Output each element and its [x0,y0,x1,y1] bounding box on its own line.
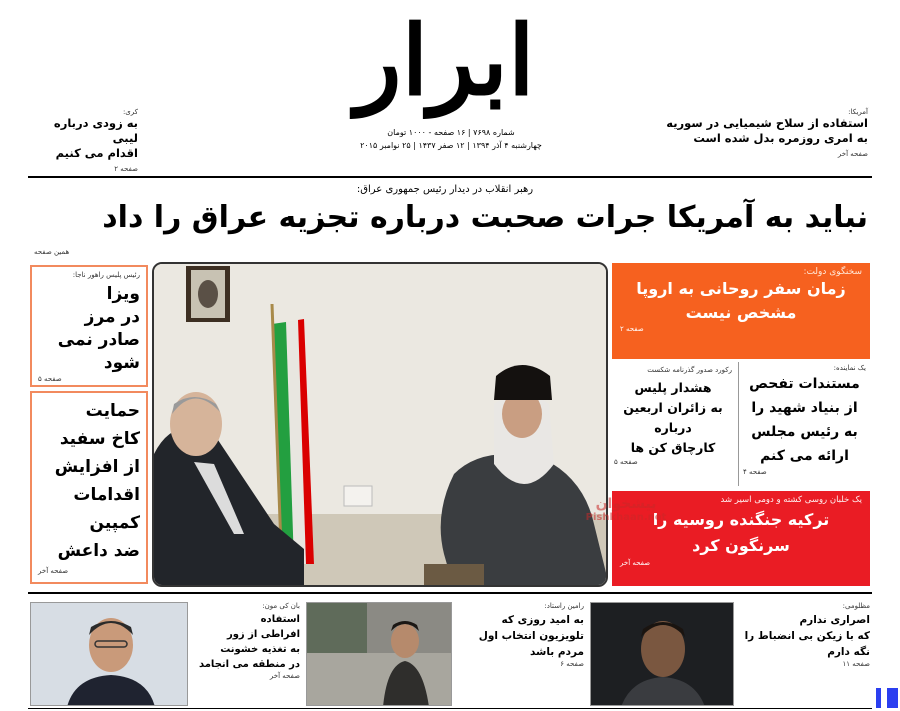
story-line: افراطی از زور [226,629,300,640]
story-box-rouhani[interactable] [612,263,870,359]
teaser-top-left[interactable] [28,108,138,173]
teaser-line: به امری روزمره بدل شده است [693,131,868,145]
newspaper-logo: ابرار [355,4,535,117]
story-line: مردم باشد [529,646,584,658]
page-ref: صفحه آخر [38,567,69,575]
lead-photo[interactable] [152,262,608,587]
story-kicker: رئیس پلیس راهور ناجا: [72,271,140,279]
story-line: کاخ سفید [59,429,140,449]
story-line: ویزا [106,284,140,304]
story-line: زمان سفر روحانی به اروپا [636,279,846,298]
blue-marker [876,688,881,708]
page-ref: صفحه ۶ [560,660,584,668]
story-box-visa[interactable] [30,265,148,387]
portrait-image [591,603,734,706]
story-line: در منطقه می انجامد [198,659,300,670]
portrait-image [307,603,452,706]
story-line: نگه دارم [827,646,870,658]
story-line: استفاده [260,614,300,625]
photo-mazloumi[interactable] [590,602,734,706]
bottom-border [28,708,872,709]
page-ref: صفحه ۲ [114,165,138,173]
story-box-white-house[interactable] [30,391,148,584]
story-kicker: مظلومی: [842,602,870,610]
story-police-warning[interactable] [612,364,734,486]
watermark-brand: پیشخوان [595,496,657,512]
teaser-line: استفاده از سلاح شیمیایی در سوریه [666,116,868,130]
lead-headline[interactable]: نباید به آمریکا جرات صحبت درباره تجزیه عراق را داد [102,200,868,235]
teaser-kicker: آمریکا: [848,108,868,116]
story-line: کارچاق کن ها [630,440,716,455]
page-ref: همین صفحه [34,248,70,256]
page-ref: صفحه ۴ [743,468,767,476]
photo-rastad[interactable] [306,602,452,706]
watermark [566,496,686,523]
story-line: هشدار پلیس [634,380,712,395]
teaser-kicker: کری: [122,108,138,116]
story-kicker: سخنگوی دولت: [803,267,862,277]
lead-kicker: رهبر انقلاب در دیدار رئیس جمهوری عراق: [356,184,534,195]
story-line: به رئیس مجلس [751,424,858,440]
portrait-image [31,603,188,706]
watermark-url: Pishkhaan.net [585,512,667,523]
story-mazloumi[interactable] [738,602,870,706]
page-ref: صفحه آخر [269,672,300,680]
story-line: کمپین [89,513,140,533]
story-martyr-foundation[interactable] [738,362,870,486]
story-line: از بنیاد شهید را [751,400,858,416]
story-line: تلویزیون انتخاب اول [478,630,584,642]
story-line: اقدامات [73,485,140,505]
blue-marker [887,688,898,708]
issue-info [336,126,566,152]
page-ref: صفحه ۲ [620,325,644,333]
story-kicker: رکورد صدور گذرنامه شکست [647,366,732,374]
story-kicker: یک نماینده: [833,364,866,372]
page-ref: صفحه ۵ [614,458,638,466]
story-line: که با زیکن بی انضباط را [744,630,870,642]
story-rastad[interactable] [456,602,584,706]
story-line: ارائه می کنم [760,448,849,464]
story-line: به زائران اربعین [623,400,723,415]
story-ban-ki-moon[interactable] [192,602,300,706]
story-line: مشخص نیست [685,303,797,322]
story-kicker: بان کی مون: [262,602,300,610]
story-line: سرنگون کرد [692,536,790,555]
story-line: مستندات تفحص [749,376,860,392]
teaser-line: اقدام می کنیم [55,146,138,160]
story-line: صادر نمی شود [57,330,140,373]
story-line: در مرز [84,307,140,327]
date-line: چهارشنبه ۴ آذر ۱۳۹۴ | ۱۲ صفر ۱۴۳۷ | ۲۵ نوامبر ۲۰۱۵ [360,141,542,150]
story-line: درباره [654,420,692,435]
story-kicker: یک خلبان روسی کشته و دومی اسیر شد [720,495,862,505]
story-line: به تغذیه خشونت [220,644,300,655]
story-line: ضد داعش [57,541,140,561]
story-kicker: رامین راستاد: [544,602,584,610]
page-ref: صفحه ۱۱ [842,660,870,668]
masthead-divider [28,176,872,178]
story-line: از افزایش [54,457,140,477]
teaser-line: به زودی درباره لیبی [53,116,138,145]
photo-ban-ki-moon[interactable] [30,602,188,706]
teaser-top-right[interactable] [640,108,868,158]
story-line: ترکیه جنگنده روسیه را [652,510,830,529]
story-line: به امید روزی که [501,614,584,626]
section-divider [28,592,872,594]
page-ref: صفحه ۵ [38,375,62,383]
page-ref: صفحه آخر [837,150,868,158]
page-ref: صفحه آخر [620,559,651,567]
leaders-meeting-image [154,264,608,587]
story-line: حمایت [85,401,140,421]
issue-line: شماره ۷۶۹۸ | ۱۶ صفحه - ۱۰۰۰ تومان [387,128,515,137]
story-line: اصراری ندارم [799,614,870,626]
